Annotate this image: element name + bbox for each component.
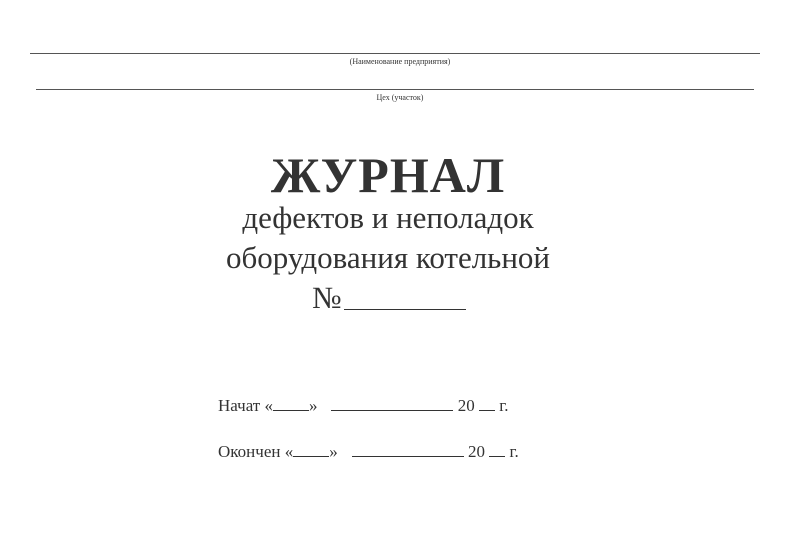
journal-number-blank [344, 283, 466, 310]
enterprise-name-caption: (Наименование предприятия) [349, 57, 451, 66]
start-year-suffix: г. [499, 396, 509, 415]
enterprise-name-line [30, 53, 760, 54]
end-close-quote: » [329, 442, 338, 461]
journal-number-row [312, 280, 466, 316]
start-year-blank [479, 394, 495, 411]
start-open-quote: « [264, 396, 273, 415]
journal-subtitle-line-2: оборудования котельной [225, 240, 551, 275]
start-date-row [218, 394, 509, 417]
start-close-quote: » [308, 396, 318, 415]
end-date-row [218, 440, 519, 463]
end-month-blank [352, 440, 464, 457]
workshop-caption: Цех (участок) [376, 93, 424, 102]
end-day-blank [293, 440, 329, 457]
workshop-line [36, 89, 754, 90]
end-year-prefix: 20 [467, 442, 485, 461]
start-day-blank [273, 394, 309, 411]
start-month-blank [331, 394, 453, 411]
end-open-quote: « [284, 442, 294, 461]
number-sign: № [312, 280, 342, 315]
end-year-suffix: г. [509, 442, 519, 461]
end-year-blank [489, 440, 505, 457]
journal-subtitle-line-1: дефектов и неполадок [242, 200, 534, 235]
start-date-label: Начат [218, 396, 261, 415]
journal-title: ЖУРНАЛ [270, 147, 506, 203]
start-year-prefix: 20 [457, 396, 475, 415]
end-date-label: Окончен [218, 442, 281, 461]
